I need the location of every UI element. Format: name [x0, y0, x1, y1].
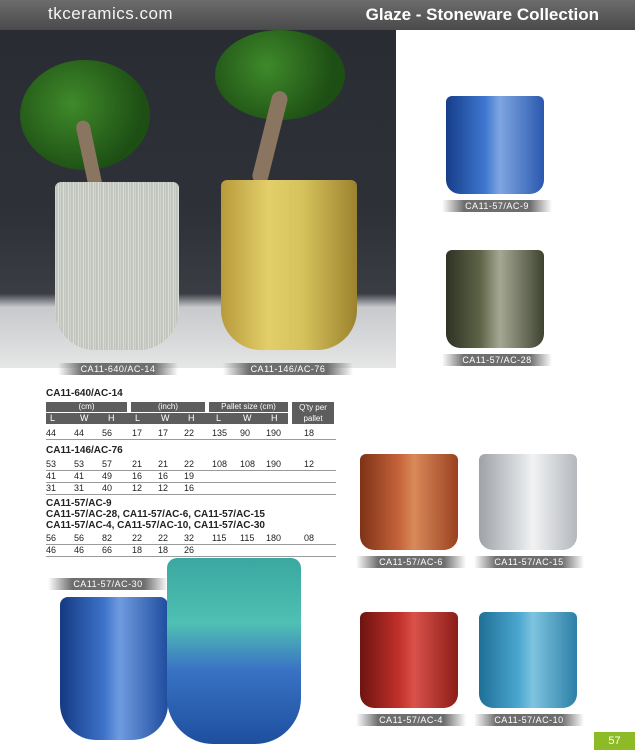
sub-l: L [50, 413, 56, 423]
table-cell: 53 [46, 459, 57, 469]
table-cell: 18 [132, 545, 143, 555]
label-ac76: CA11-146/AC-76 [223, 363, 353, 375]
table-cell: 22 [184, 459, 195, 469]
label-ac15: CA11-57/AC-15 [474, 556, 584, 568]
table-cell: 115 [240, 533, 255, 543]
header-qty-line1: Q'ty per [299, 403, 327, 412]
label-ac10: CA11-57/AC-10 [474, 714, 584, 726]
spec-code: CA11-146/AC-76 [46, 445, 123, 456]
spec-code: CA11-57/AC-28, CA11-57/AC-6, CA11-57/AC-15 [46, 509, 265, 520]
table-cell: 22 [184, 428, 195, 438]
table-cell: 190 [266, 428, 282, 438]
table-cell: 46 [74, 545, 85, 555]
header-cm: (cm) [46, 402, 127, 412]
spec-code: CA11-640/AC-14 [46, 388, 123, 399]
table-cell: 17 [132, 428, 143, 438]
row-divider [46, 439, 336, 440]
header-pallet: Pallet size (cm) [209, 402, 288, 412]
table-cell: 16 [132, 471, 143, 481]
table-cell: 41 [74, 471, 85, 481]
table-cell: 16 [184, 483, 195, 493]
spec-code: CA11-57/AC-9 [46, 498, 112, 509]
table-cell: 56 [46, 533, 57, 543]
spec-table [46, 388, 342, 558]
table-cell: 18 [304, 428, 315, 438]
page-number: 57 [594, 732, 635, 750]
table-row [46, 545, 342, 556]
table-row [46, 428, 342, 439]
pot-ac9 [446, 96, 544, 194]
table-cell: 56 [102, 428, 113, 438]
page-title: Glaze - Stoneware Collection [365, 5, 599, 24]
table-cell: 49 [102, 471, 113, 481]
table-cell: 17 [158, 428, 169, 438]
pot-ac76 [221, 180, 357, 350]
header-qty-line2: pallet [303, 414, 323, 423]
table-row [46, 533, 342, 544]
table-cell: 46 [46, 545, 57, 555]
table-cell: 115 [212, 533, 227, 543]
sub-w: W [161, 413, 170, 423]
table-cell: 18 [158, 545, 169, 555]
table-cell: 41 [46, 471, 57, 481]
label-ac4: CA11-57/AC-4 [356, 714, 466, 726]
sub-h: H [271, 413, 278, 423]
table-cell: 180 [266, 533, 282, 543]
pot-ac4 [360, 612, 458, 708]
table-row [46, 471, 342, 482]
pot-ac30-large [167, 558, 301, 744]
site-name[interactable]: tkceramics.com [48, 4, 174, 23]
table-cell: 66 [102, 545, 113, 555]
header-qty [292, 402, 334, 424]
table-cell: 26 [184, 545, 195, 555]
table-cell: 44 [46, 428, 57, 438]
table-cell: 44 [74, 428, 85, 438]
table-cell: 190 [266, 459, 282, 469]
table-cell: 31 [74, 483, 85, 493]
table-cell: 12 [158, 483, 169, 493]
table-cell: 57 [102, 459, 113, 469]
table-row [46, 483, 342, 494]
header-inch: (inch) [131, 402, 205, 412]
table-cell: 32 [184, 533, 195, 543]
table-cell: 19 [184, 471, 195, 481]
hero-photo [0, 30, 396, 368]
pot-ac10 [479, 612, 577, 708]
spec-code: CA11-57/AC-4, CA11-57/AC-10, CA11-57/AC-30 [46, 520, 265, 531]
row-divider [46, 556, 336, 557]
table-cell: 56 [74, 533, 85, 543]
row-divider [46, 494, 336, 495]
table-cell: 40 [102, 483, 113, 493]
label-ac14: CA11-640/AC-14 [58, 363, 178, 375]
sub-l: L [135, 413, 141, 423]
table-cell: 82 [102, 533, 113, 543]
sub-h: H [188, 413, 195, 423]
sub-w: W [243, 413, 252, 423]
sub-w: W [80, 413, 89, 423]
table-cell: 53 [74, 459, 85, 469]
table-cell: 08 [304, 533, 315, 543]
pot-ac14 [55, 182, 179, 350]
pot-ac15 [479, 454, 577, 550]
pot-ac6 [360, 454, 458, 550]
table-cell: 135 [212, 428, 228, 438]
table-cell: 22 [132, 533, 143, 543]
table-cell: 108 [212, 459, 228, 469]
table-cell: 108 [240, 459, 256, 469]
table-cell: 16 [158, 471, 169, 481]
table-cell: 22 [158, 533, 169, 543]
pot-ac28 [446, 250, 544, 348]
label-ac9: CA11-57/AC-9 [442, 200, 552, 212]
pot-ac30-small [60, 597, 168, 740]
label-ac6: CA11-57/AC-6 [356, 556, 466, 568]
sub-h: H [108, 413, 115, 423]
table-cell: 31 [46, 483, 57, 493]
table-cell: 21 [158, 459, 169, 469]
table-row [46, 459, 342, 470]
table-cell: 21 [132, 459, 143, 469]
label-ac28: CA11-57/AC-28 [442, 354, 552, 366]
sub-l: L [216, 413, 222, 423]
table-cell: 12 [304, 459, 315, 469]
table-cell: 90 [240, 428, 251, 438]
label-ac30: CA11-57/AC-30 [48, 578, 168, 590]
table-cell: 12 [132, 483, 143, 493]
